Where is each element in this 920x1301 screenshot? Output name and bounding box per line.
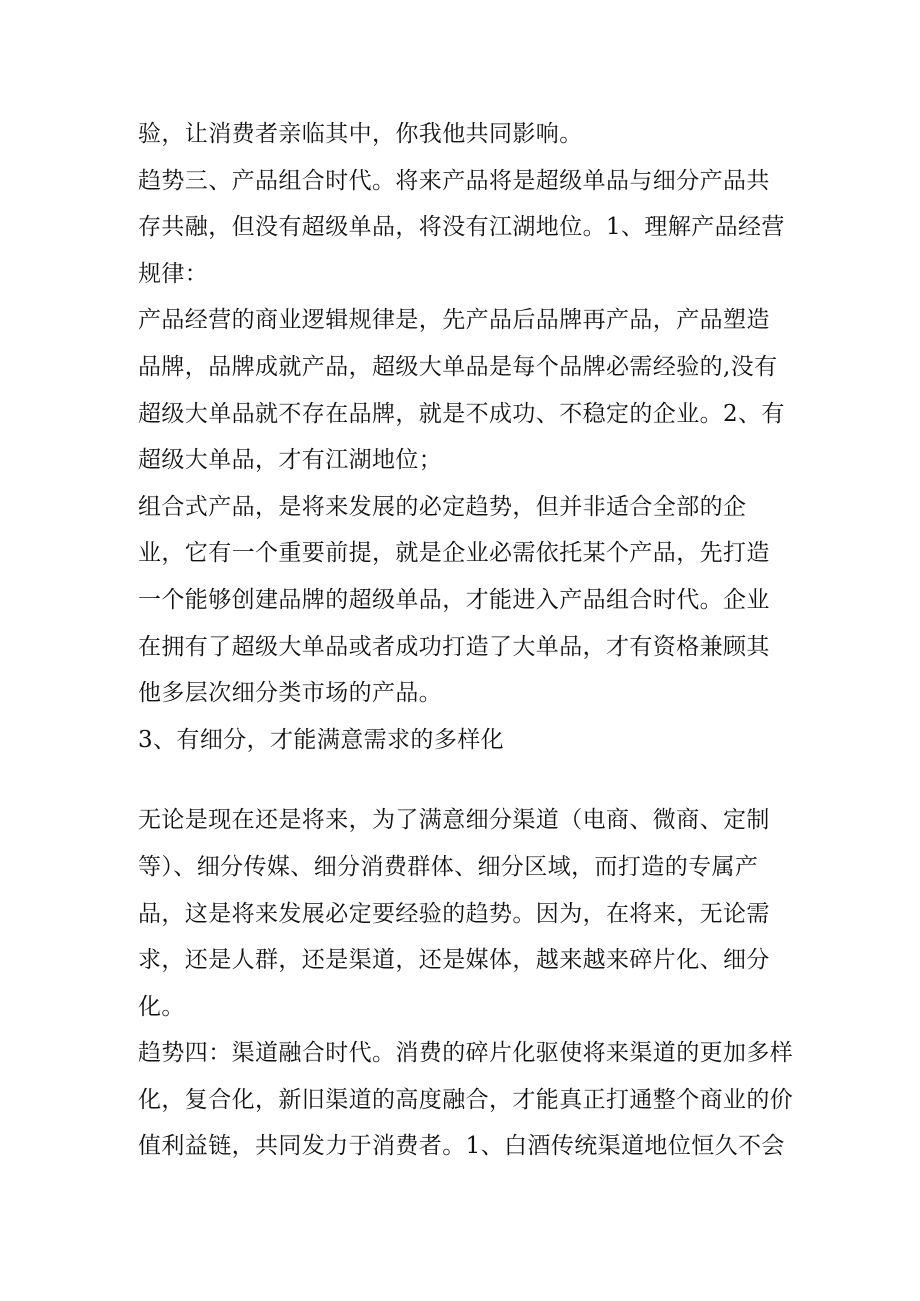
text-line: 品，这是将来发展必定要经验的趋势。因为，在将来，无论需	[138, 900, 770, 927]
text-line: 超级大单品，才有江湖地位；	[138, 447, 443, 474]
text-line: 趋势四：渠道融合时代。消费的碎片化驱使将来渠道的更加多样	[138, 1040, 794, 1067]
body-text	[138, 111, 798, 1170]
text-line: 品牌，品牌成就产品，超级大单品是每个品牌必需经验的,没有	[138, 353, 778, 380]
text-line: 等）、细分传媒、细分消费群体、细分区域，而打造的专属产	[138, 853, 759, 880]
paragraph-spacer	[138, 763, 798, 797]
text-line: 验，让消费者亲临其中，你我他共同影响。	[138, 121, 583, 147]
text-line: 组合式产品，是将来发展的必定趋势，但并非适合全部的企	[138, 493, 747, 520]
text-line: 无论是现在还是将来，为了满意细分渠道（电商、微商、定制	[138, 807, 770, 834]
text-line: 一个能够创建品牌的超级单品，才能进入产品组合时代。企业	[138, 586, 770, 613]
text-line: 趋势三、产品组合时代。将来产品将是超级单品与细分产品共	[138, 167, 770, 194]
text-line: 求，还是人群，还是渠道，还是媒体，越来越来碎片化、细分	[138, 947, 770, 974]
text-line: 在拥有了超级大单品或者成功打造了大单品，才有资格兼顾其	[138, 633, 770, 660]
text-line: 产品经营的商业逻辑规律是，先产品后品牌再产品，产品塑造	[138, 307, 770, 334]
text-line: 超级大单品就不存在品牌，就是不成功、不稳定的企业。2、有	[138, 400, 785, 427]
text-line: 业，它有一个重要前提，就是企业必需依托某个产品，先打造	[138, 540, 770, 567]
text-line: 存共融，但没有超级单品，将没有江湖地位。1、理解产品经营	[138, 214, 785, 241]
text-line: 值利益链，共同发力于消费者。1、白酒传统渠道地位恒久不会	[138, 1133, 785, 1160]
text-line: 化，复合化，新旧渠道的高度融合，才能真正打通整个商业的价	[138, 1086, 794, 1113]
text-line: 化。	[138, 993, 185, 1020]
text-line: 规律：	[138, 260, 209, 287]
section-heading: 3、有细分，才能满意需求的多样化	[138, 726, 505, 753]
text-line: 他多层次细分类市场的产品。	[138, 680, 443, 707]
